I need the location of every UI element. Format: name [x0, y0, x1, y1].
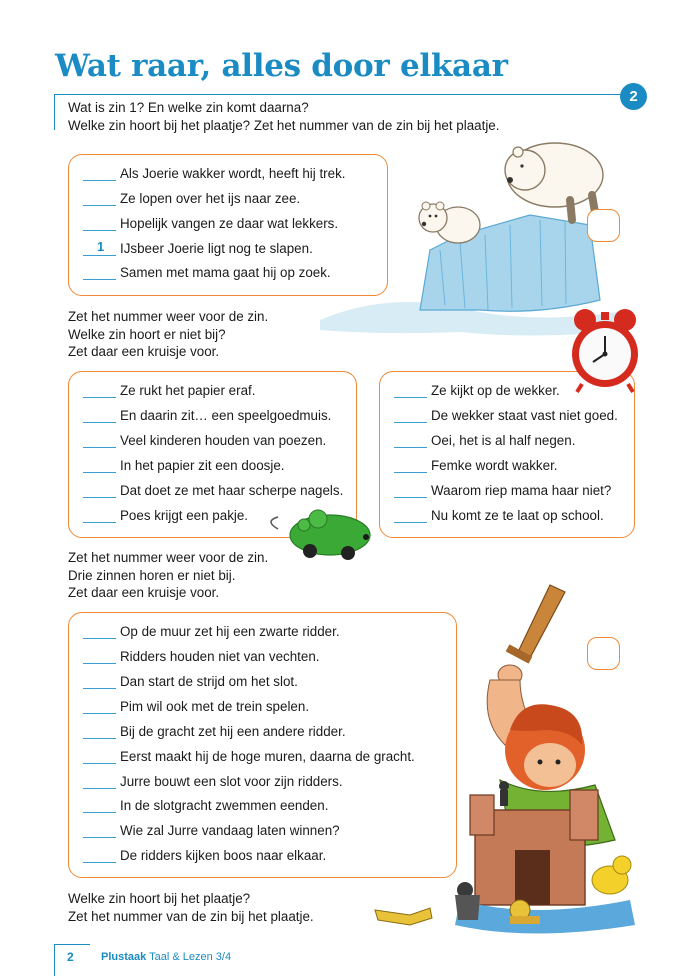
sentence-text: Wie zal Jurre vandaag laten winnen?: [120, 823, 340, 838]
instruction-3-line-2: Drie zinnen horen er niet bij.: [68, 567, 236, 583]
answer-blank[interactable]: [83, 788, 116, 789]
instruction-4-line-1: Welke zin hoort bij het plaatje?: [68, 891, 251, 906]
answer-blank[interactable]: [394, 497, 427, 498]
intro-line-2: Welke zin hoort bij het plaatje? Zet het nummer van de zin bij het plaatje.: [68, 118, 500, 133]
answer-blank[interactable]: [83, 180, 116, 181]
page-title: Wat raar, alles door elkaar: [55, 48, 508, 84]
sentence-text: Dat doet ze met haar scherpe nagels.: [120, 483, 344, 498]
sentence-text: Ridders houden niet van vechten.: [120, 649, 320, 664]
sentence-text: IJsbeer Joerie ligt nog te slapen.: [120, 241, 313, 256]
footer-rule-horizontal: [54, 944, 90, 945]
toy-figures-illustration: [370, 870, 570, 940]
instruction-2-line-3: Zet daar een kruisje voor.: [68, 344, 220, 359]
sentence-text: En daarin zit… een speelgoedmuis.: [120, 408, 332, 423]
sentence-text: Als Joerie wakker wordt, heeft hij trek.: [120, 166, 346, 181]
answer-blank[interactable]: [394, 422, 427, 423]
sentence-text: Ze kijkt op de wekker.: [431, 383, 560, 398]
answer-blank[interactable]: [83, 230, 116, 231]
alarm-clock-illustration: [567, 306, 643, 394]
answer-blank[interactable]: [83, 763, 116, 764]
answer-blank[interactable]: [83, 472, 116, 473]
sentence-text: Pim wil ook met de trein spelen.: [120, 699, 310, 714]
footer-rule-vertical: [54, 944, 55, 976]
footer-subtitle: Taal & Lezen 3/4: [149, 951, 232, 963]
footer-title: [101, 951, 231, 963]
answer-box-castle[interactable]: [587, 637, 620, 670]
answer-blank[interactable]: [83, 738, 116, 739]
answer-blank[interactable]: [83, 447, 116, 448]
sentence-text: Ze rukt het papier eraf.: [120, 383, 256, 398]
intro-line-1: Wat is zin 1? En welke zin komt daarna?: [68, 100, 309, 115]
answer-box-polar-bear[interactable]: [587, 209, 620, 242]
footer-brand: Plustaak: [101, 951, 147, 963]
sentence-text: Veel kinderen houden van poezen.: [120, 433, 327, 448]
sentence-text: Samen met mama gaat hij op zoek.: [120, 265, 331, 280]
answer-blank[interactable]: [394, 397, 427, 398]
answer-blank[interactable]: [83, 522, 116, 523]
answer-blank[interactable]: [83, 663, 116, 664]
intro-rule: [54, 94, 55, 130]
sentence-text: Dan start de strijd om het slot.: [120, 674, 298, 689]
instruction-2-line-1: Zet het nummer weer voor de zin.: [68, 309, 269, 324]
answer-blank[interactable]: [83, 279, 116, 280]
sentence-text: De wekker staat vast niet goed.: [431, 408, 618, 423]
answer-blank[interactable]: [83, 713, 116, 714]
answer-blank[interactable]: [83, 255, 116, 256]
sentence-text: In de slotgracht zwemmen eenden.: [120, 798, 329, 813]
instruction-3-line-1: Zet het nummer weer voor de zin.: [68, 550, 269, 565]
answer-blank[interactable]: [83, 837, 116, 838]
answer-blank[interactable]: [83, 688, 116, 689]
sentence-text: Ze lopen over het ijs naar zee.: [120, 191, 301, 206]
sentence-text: Eerst maakt hij de hoge muren, daarna de gracht.: [120, 749, 415, 764]
sentence-text: Poes krijgt een pakje.: [120, 508, 249, 523]
sentence-text: Bij de gracht zet hij een andere ridder.: [120, 724, 346, 739]
sentence-text: Oei, het is al half negen.: [431, 433, 576, 448]
answer-blank[interactable]: [394, 447, 427, 448]
answer-blank[interactable]: [394, 472, 427, 473]
sentence-text: In het papier zit een doosje.: [120, 458, 285, 473]
instruction-2: [68, 308, 268, 361]
answer-number: 1: [97, 239, 105, 254]
instruction-4: [68, 890, 314, 925]
sentence-text: Op de muur zet hij een zwarte ridder.: [120, 624, 340, 639]
sentence-text: De ridders kijken boos naar elkaar.: [120, 848, 327, 863]
sentence-text: Waarom riep mama haar niet?: [431, 483, 612, 498]
answer-blank[interactable]: [83, 638, 116, 639]
instruction-3: [68, 549, 268, 602]
page-number: 2: [67, 950, 74, 964]
toy-mouse-illustration: [268, 497, 378, 565]
page-badge: 2: [620, 83, 647, 110]
sentence-text: Hopelijk vangen ze daar wat lekkers.: [120, 216, 339, 231]
title-rule: [54, 94, 624, 95]
answer-blank[interactable]: [83, 812, 116, 813]
answer-blank[interactable]: [83, 205, 116, 206]
answer-blank[interactable]: [83, 497, 116, 498]
answer-blank[interactable]: [83, 862, 116, 863]
sentence-text: Jurre bouwt een slot voor zijn ridders.: [120, 774, 343, 789]
answer-blank[interactable]: [394, 522, 427, 523]
instruction-2-line-2: Welke zin hoort er niet bij?: [68, 326, 226, 342]
sentence-text: Nu komt ze te laat op school.: [431, 508, 604, 523]
answer-blank[interactable]: [83, 397, 116, 398]
instruction-4-line-2: Zet het nummer van de zin bij het plaatje.: [68, 908, 314, 924]
answer-blank[interactable]: [83, 422, 116, 423]
instruction-3-line-3: Zet daar een kruisje voor.: [68, 585, 220, 600]
sentence-text: Femke wordt wakker.: [431, 458, 558, 473]
exercise-2b-box: [379, 371, 635, 538]
